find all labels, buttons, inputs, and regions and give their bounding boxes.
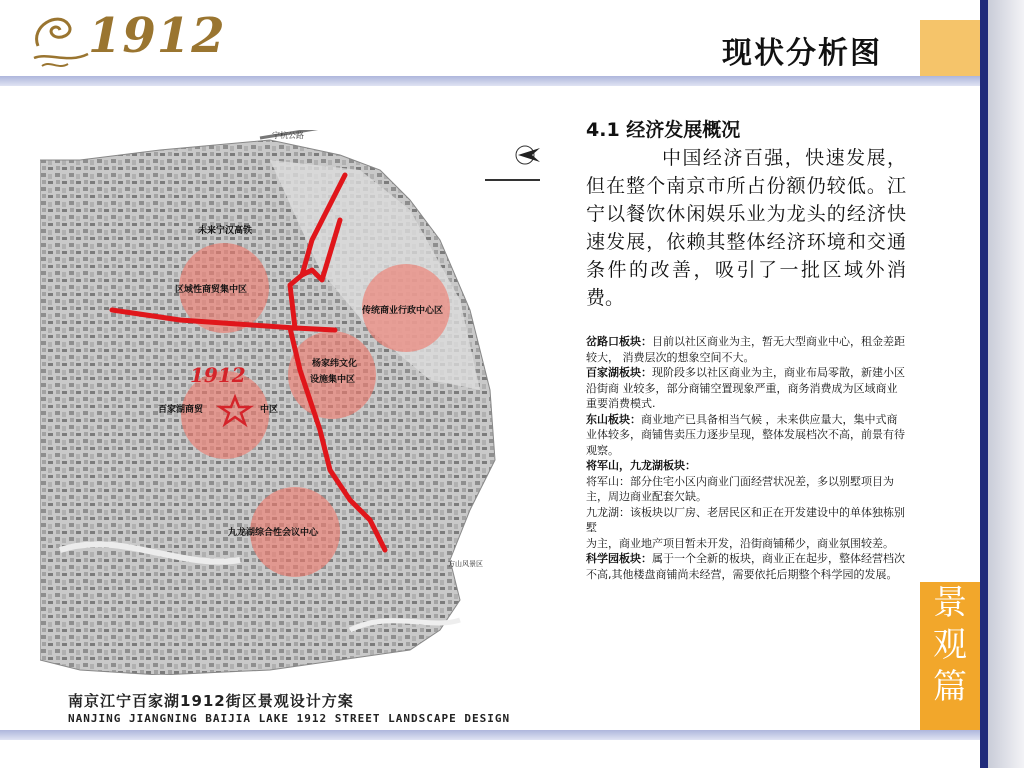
header-divider bbox=[0, 76, 980, 86]
side-tag-char-2: 观 bbox=[933, 625, 967, 665]
header-accent-block bbox=[920, 20, 980, 76]
map-label-baijia: 百家湖商贸 bbox=[158, 405, 204, 415]
logo-text: 1912 bbox=[88, 8, 226, 64]
block-chaluko: 岔路口板块：目前以社区商业为主，暂无大型商业中心，租金差距较大， 消费层次的想象空间不大。 bbox=[586, 335, 905, 364]
side-tag-char-1: 景 bbox=[933, 583, 967, 623]
section-title: 4.1 经济发展概况 bbox=[586, 119, 741, 141]
footer-divider bbox=[0, 730, 980, 740]
footer-title-en: NANJING JIANGNING BAIJIA LAKE 1912 STREET LANDSCAPE DESIGN bbox=[68, 712, 511, 725]
right-edge-bar bbox=[980, 0, 988, 768]
map-label-culture: 杨家纬文化 bbox=[312, 359, 358, 369]
page-title: 现状分析图 bbox=[722, 36, 882, 71]
block-jiulonghu: 九龙湖：该板块以厂房、老居民区和正在开发建设中的单体独栋别墅 bbox=[586, 505, 905, 534]
map-1912-badge: 1912 bbox=[190, 363, 246, 387]
block-jiangjun-jiulong: 将军山，九龙湖板块： bbox=[586, 459, 696, 472]
block-jiulonghu-cont: 为主，商业地产项目暂未开发，沿街商铺稀少，商业氛围较差。 bbox=[586, 536, 894, 550]
block-jiangjunshan: 将军山：部分住宅小区内商业门面经营状况差，多以别墅项目为主，周边商业配套欠缺。 bbox=[586, 474, 894, 503]
district-blocks bbox=[586, 334, 906, 582]
map-label-fangshan: 方山风景区 bbox=[448, 560, 483, 568]
map-label-culture-2: 设施集中区 bbox=[310, 375, 356, 385]
map-label-top-road: 宁杭公路 bbox=[272, 131, 304, 140]
status-analysis-map bbox=[40, 130, 555, 675]
block-baijiahu: 百家湖板块：现阶段多以社区商业为主，商业布局零散，新建小区沿街商 业较多，部分商铺空置现象严重，商务消费成为区域商业重要消费模式. bbox=[586, 366, 905, 410]
analysis-text-panel bbox=[586, 118, 906, 582]
right-edge-shadow bbox=[988, 0, 1024, 768]
map-label-admin-center: 传统商业行政中心区 bbox=[362, 306, 444, 316]
map-label-district-commerce: 区域性商贸集中区 bbox=[175, 285, 248, 295]
map-label-baijia-2: 中区 bbox=[260, 405, 279, 415]
intro-paragraph: 中国经济百强，快速发展，但在整个南京市所占份额仍较低。江宁以餐饮休闲娱乐业为龙头的经济快速发展，依赖其整体经济环境和交通条件的改善，吸引了一批区域外消费。 bbox=[586, 147, 906, 309]
side-tag-char-3: 篇 bbox=[933, 667, 967, 707]
brand-logo bbox=[28, 6, 226, 74]
block-dongshan: 东山板块：商业地产已具备相当气候 ，未来供应量大，集中式商业体较多，商铺售卖压力逐步呈现，整体发展档次不高，前景有待观察。 bbox=[586, 412, 905, 457]
compass-icon bbox=[485, 146, 540, 180]
section-side-tag bbox=[920, 582, 980, 730]
map-label-jiulong: 九龙湖综合性会议中心 bbox=[228, 528, 319, 538]
map-label-high-speed: 未来宁汉高铁 bbox=[198, 226, 253, 236]
footer-title-cn: 南京江宁百家湖1912街区景观设计方案 bbox=[68, 692, 354, 710]
block-science-park: 科学园板块：属于一个全新的板块，商业正在起步，整体经营档次不高,其他楼盘商铺尚未经营，需要依托后期整个科学园的发展。 bbox=[586, 552, 905, 581]
